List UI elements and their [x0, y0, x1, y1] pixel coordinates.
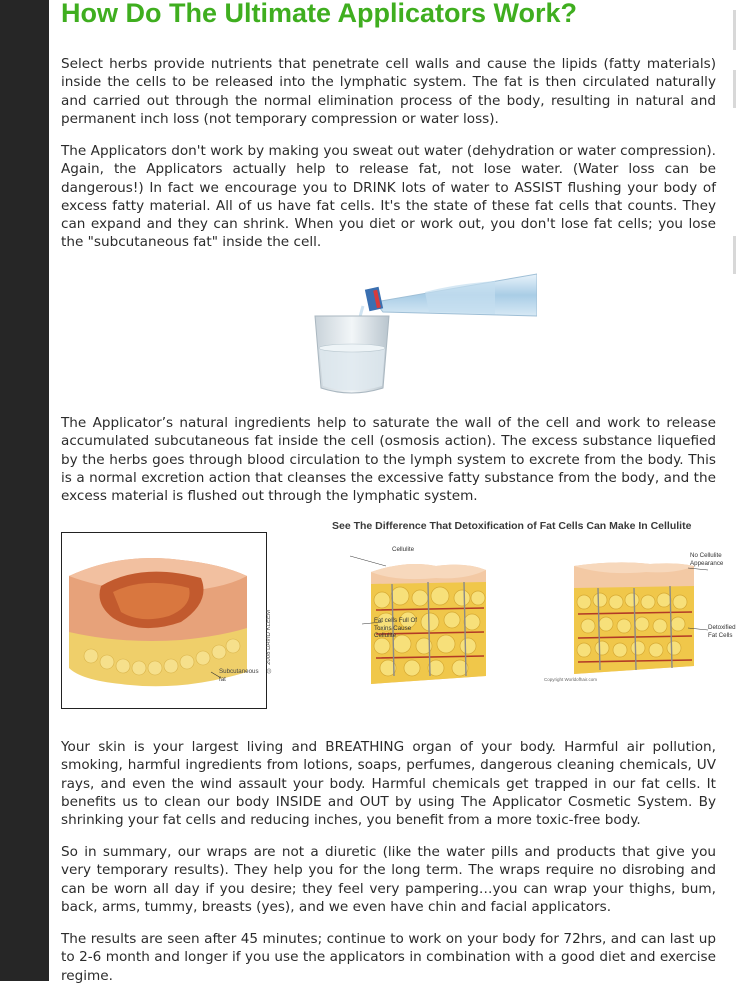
- no-cellulite-label: No Cellulite Appearance: [690, 552, 724, 567]
- copyright-text: © 2008 DAVID KLEEM: [266, 610, 272, 673]
- paragraph-5: So in summary, our wraps are not a diuretic (like the water pills and products that give you very temporary results). They help you for the long term. The wraps require no disrobing and can be worn all day if you desire; they feel very pampering…you can wrap your thighs, bum, back, arms, tummy, breasts (yes), and we even have chin and facial applicators.: [61, 844, 716, 915]
- cellulite-comparison-image: [316, 516, 736, 694]
- water-pouring-image: [305, 266, 537, 400]
- image-credit: Copyright Worldofhair.com: [544, 677, 597, 682]
- paragraph-2: The Applicators don't work by making you sweat out water (dehydration or water compression). Again, the Applicators actually help to release fat, not lose water. (Water loss can be dangerous!) In fact we encourage you to DRINK lots of water to ASSIST flushing your body of excess fatty material. All of us have fat cells. It's the state of these fat cells that counts. They can expand and they can shrink. When you diet or work out, you don't lose fat cells; you lose the "subcutaneous fat" inside the cell.: [61, 143, 716, 251]
- page-title: How Do The Ultimate Applicators Work?: [61, 0, 578, 28]
- left-sidebar-bar: [0, 0, 49, 981]
- paragraph-4: Your skin is your largest living and BREATHING organ of your body. Harmful air pollution, smoking, harmful ingredients from lotions, soaps, perfumes, dangerous cleaning chemicals, UV rays, and even the wind assault your body. Harmful chemicals get trapped in our fat cells. It benefits us to clean our body INSIDE and OUT by using The Applicator Cosmetic System. By shrinking your fat cells and reducing inches, you benefit from a more toxic-free body.: [61, 739, 716, 829]
- paragraph-6: The results are seen after 45 minutes; continue to work on your body for 72hrs, and can last up to 2-6 month and longer if you use the applicators in combination with a good diet and exercise regime.: [61, 931, 716, 984]
- subcutaneous-fat-label: Subcutaneous fat: [219, 668, 259, 683]
- paragraph-1: Select herbs provide nutrients that penetrate cell walls and cause the lipids (fatty materials) inside the cells to be released into the lymphatic system. The fat is then circulated naturally and carried out through the normal elimination process of the body, resulting in natural and permanent inch loss (not temporary compression or water loss).: [61, 56, 716, 127]
- detoxified-fat-cells-label: Detoxified Fat Cells: [708, 624, 736, 639]
- cellulite-label: Cellulite: [392, 546, 415, 553]
- fat-cells-toxins-label: Fat cells Full Of Toxins Cause Cellulite: [374, 617, 417, 639]
- paragraph-3: The Applicator’s natural ingredients help to saturate the wall of the cell and work to release accumulated subcutaneous fat inside the cell (osmosis action). The excess substance liquefied by the herbs goes through blood circulation to the lymph system to excrete from the body. This is a normal excretion action that cleanses the excessive fatty substance from the body, and the excess material is flushed out through the lymphatic system.: [61, 415, 716, 505]
- cellulite-figure-title: See The Difference That Detoxification of Fat Cells Can Make In Cellulite: [332, 520, 692, 532]
- cellulite-illustration: [316, 536, 716, 694]
